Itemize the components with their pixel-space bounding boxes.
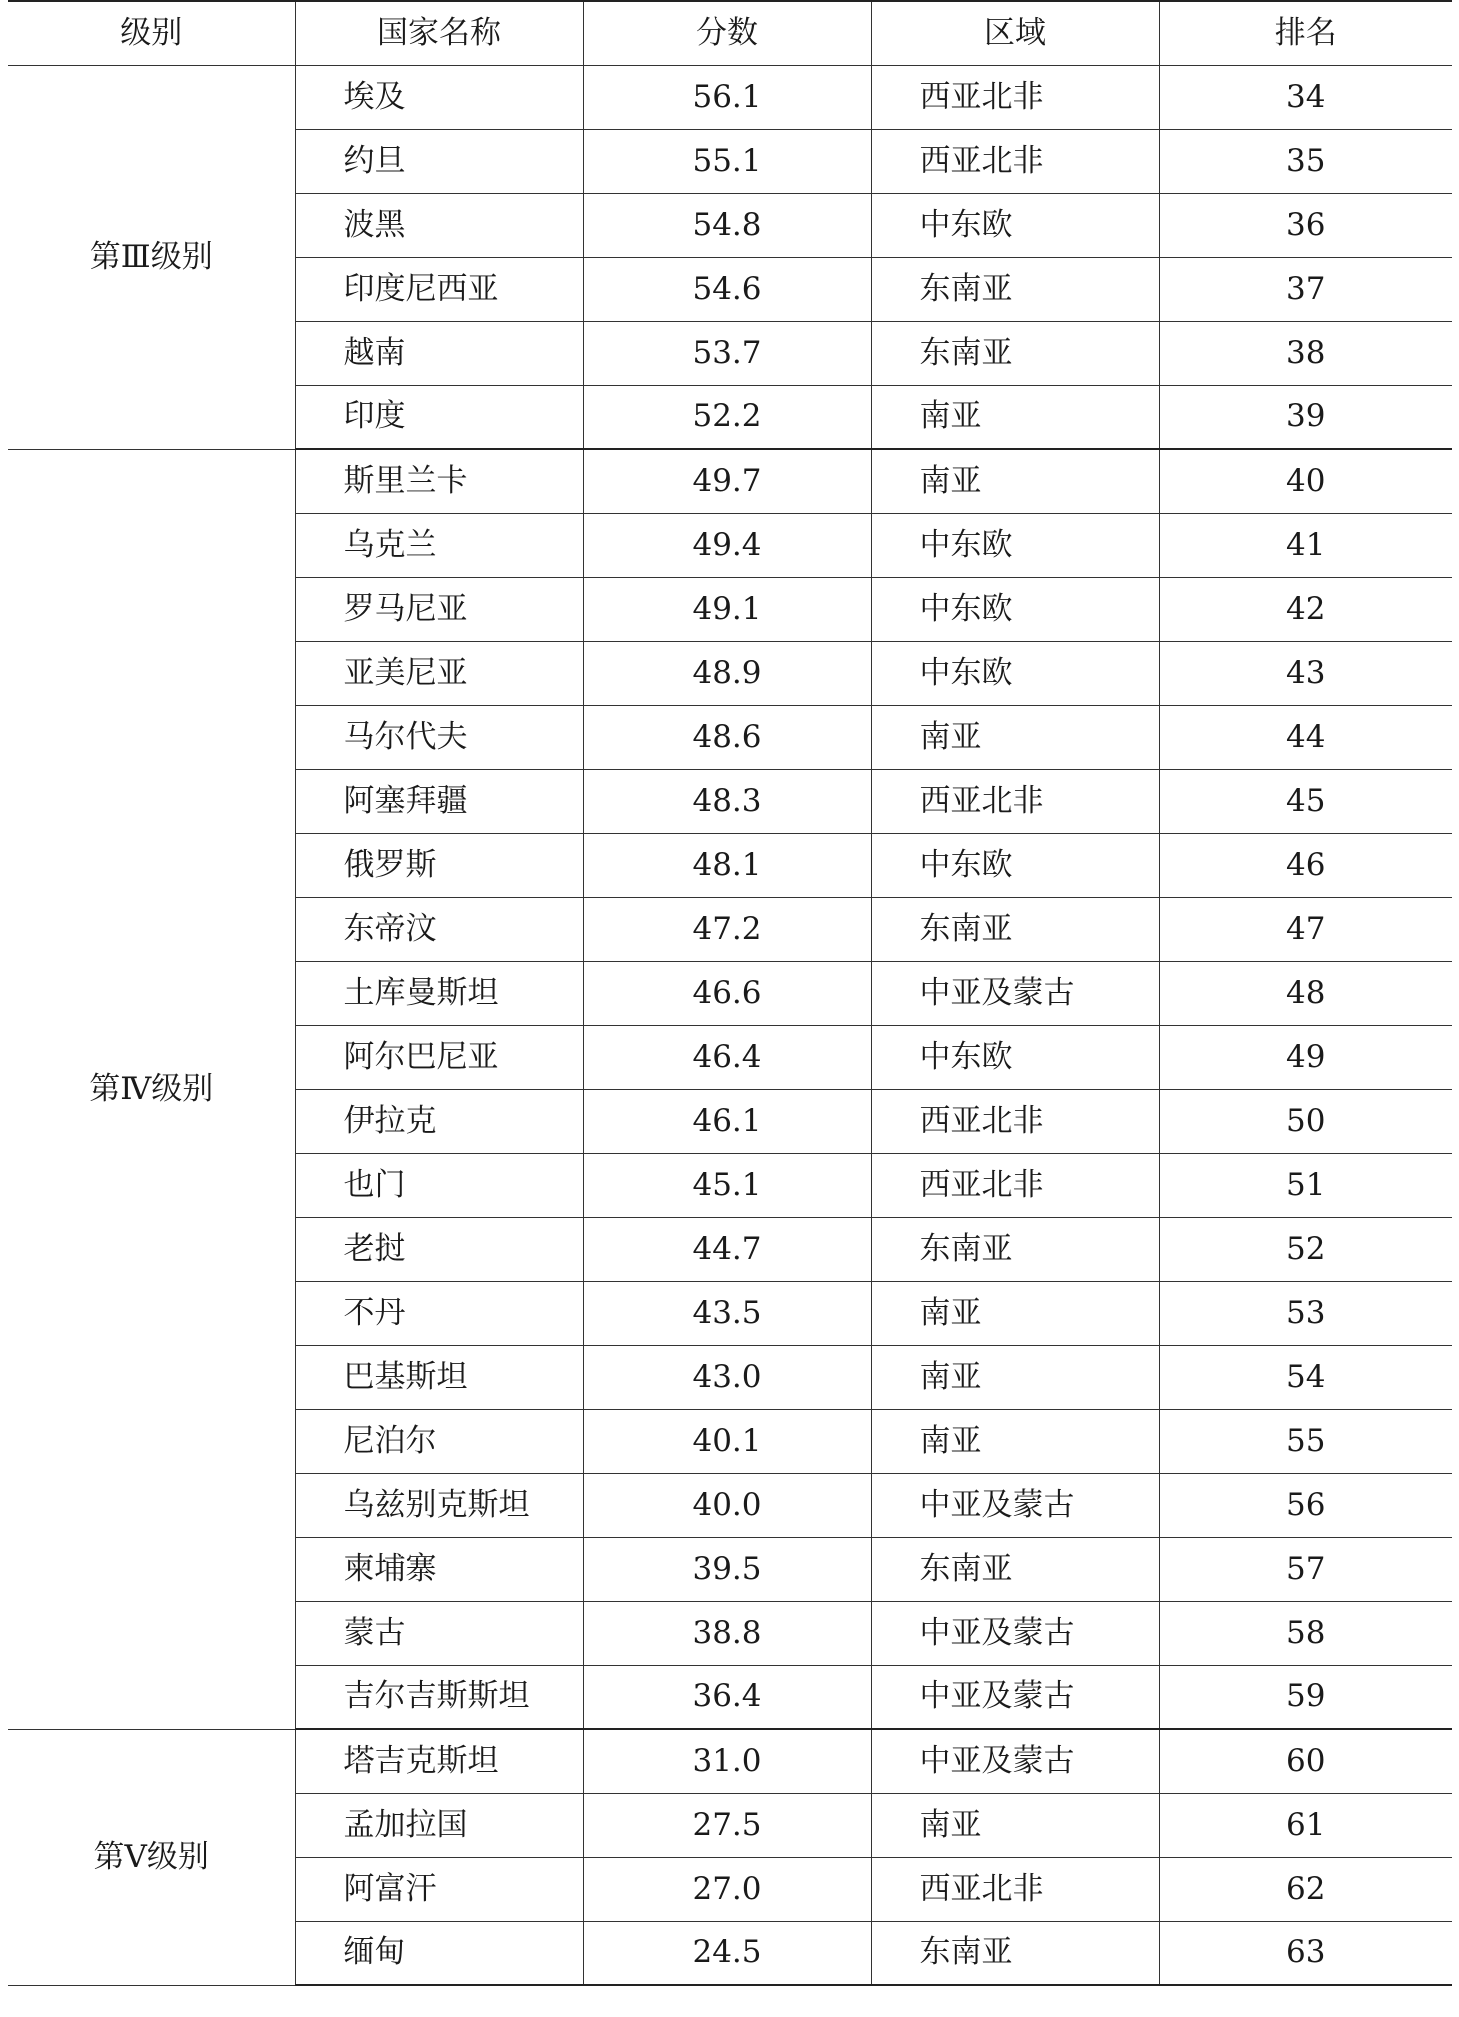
rank-cell: 55	[1159, 1409, 1452, 1473]
region-cell: 西亚北非	[871, 1153, 1159, 1217]
score-cell: 24.5	[583, 1921, 871, 1985]
score-cell: 27.0	[583, 1857, 871, 1921]
country-cell: 亚美尼亚	[295, 641, 583, 705]
region-cell: 西亚北非	[871, 1857, 1159, 1921]
region-cell: 中东欧	[871, 1025, 1159, 1089]
region-cell: 南亚	[871, 1345, 1159, 1409]
score-cell: 31.0	[583, 1729, 871, 1793]
region-cell: 南亚	[871, 385, 1159, 449]
rank-cell: 40	[1159, 449, 1452, 513]
score-cell: 27.5	[583, 1793, 871, 1857]
score-cell: 48.6	[583, 705, 871, 769]
level-cell: 第Ⅳ级别	[8, 449, 295, 1729]
region-cell: 南亚	[871, 449, 1159, 513]
score-cell: 52.2	[583, 385, 871, 449]
country-cell: 缅甸	[295, 1921, 583, 1985]
table-row	[8, 65, 1452, 129]
country-cell: 吉尔吉斯斯坦	[295, 1665, 583, 1729]
rank-cell: 54	[1159, 1345, 1452, 1409]
country-cell: 印度尼西亚	[295, 257, 583, 321]
country-cell: 老挝	[295, 1217, 583, 1281]
score-cell: 46.6	[583, 961, 871, 1025]
rank-cell: 58	[1159, 1601, 1452, 1665]
country-cell: 也门	[295, 1153, 583, 1217]
country-cell: 阿富汗	[295, 1857, 583, 1921]
country-cell: 约旦	[295, 129, 583, 193]
country-cell: 乌克兰	[295, 513, 583, 577]
score-cell: 47.2	[583, 897, 871, 961]
rank-cell: 43	[1159, 641, 1452, 705]
table-header	[8, 1, 1452, 65]
rank-cell: 48	[1159, 961, 1452, 1025]
level-cell: 第Ⅲ级别	[8, 65, 295, 449]
rank-cell: 35	[1159, 129, 1452, 193]
rank-cell: 56	[1159, 1473, 1452, 1537]
region-cell: 南亚	[871, 1281, 1159, 1345]
score-cell: 54.6	[583, 257, 871, 321]
region-cell: 中东欧	[871, 193, 1159, 257]
region-cell: 中亚及蒙古	[871, 1665, 1159, 1729]
country-cell: 柬埔寨	[295, 1537, 583, 1601]
country-cell: 斯里兰卡	[295, 449, 583, 513]
rank-cell: 44	[1159, 705, 1452, 769]
rank-cell: 47	[1159, 897, 1452, 961]
country-cell: 尼泊尔	[295, 1409, 583, 1473]
country-cell: 孟加拉国	[295, 1793, 583, 1857]
region-cell: 南亚	[871, 705, 1159, 769]
score-cell: 36.4	[583, 1665, 871, 1729]
country-cell: 印度	[295, 385, 583, 449]
header-rank: 排名	[1159, 1, 1452, 65]
region-cell: 东南亚	[871, 1537, 1159, 1601]
score-cell: 46.4	[583, 1025, 871, 1089]
rank-cell: 39	[1159, 385, 1452, 449]
table-body	[8, 65, 1452, 1985]
score-cell: 40.1	[583, 1409, 871, 1473]
score-cell: 43.5	[583, 1281, 871, 1345]
country-cell: 巴基斯坦	[295, 1345, 583, 1409]
header-score: 分数	[583, 1, 871, 65]
score-cell: 38.8	[583, 1601, 871, 1665]
country-cell: 土库曼斯坦	[295, 961, 583, 1025]
rank-cell: 57	[1159, 1537, 1452, 1601]
score-cell: 44.7	[583, 1217, 871, 1281]
score-cell: 46.1	[583, 1089, 871, 1153]
region-cell: 南亚	[871, 1793, 1159, 1857]
score-cell: 45.1	[583, 1153, 871, 1217]
country-cell: 乌兹别克斯坦	[295, 1473, 583, 1537]
rank-cell: 51	[1159, 1153, 1452, 1217]
region-cell: 东南亚	[871, 1217, 1159, 1281]
country-cell: 罗马尼亚	[295, 577, 583, 641]
country-cell: 马尔代夫	[295, 705, 583, 769]
rank-cell: 61	[1159, 1793, 1452, 1857]
region-cell: 中东欧	[871, 577, 1159, 641]
score-cell: 54.8	[583, 193, 871, 257]
score-cell: 56.1	[583, 65, 871, 129]
region-cell: 中亚及蒙古	[871, 1601, 1159, 1665]
country-cell: 波黑	[295, 193, 583, 257]
rank-cell: 52	[1159, 1217, 1452, 1281]
score-cell: 48.3	[583, 769, 871, 833]
region-cell: 中东欧	[871, 833, 1159, 897]
score-cell: 49.4	[583, 513, 871, 577]
score-cell: 43.0	[583, 1345, 871, 1409]
header-country: 国家名称	[295, 1, 583, 65]
rank-cell: 60	[1159, 1729, 1452, 1793]
rank-cell: 36	[1159, 193, 1452, 257]
country-cell: 蒙古	[295, 1601, 583, 1665]
ranking-table	[8, 0, 1452, 1986]
region-cell: 东南亚	[871, 257, 1159, 321]
score-cell: 49.1	[583, 577, 871, 641]
table-row	[8, 449, 1452, 513]
region-cell: 中亚及蒙古	[871, 1729, 1159, 1793]
country-cell: 阿尔巴尼亚	[295, 1025, 583, 1089]
region-cell: 中亚及蒙古	[871, 1473, 1159, 1537]
score-cell: 53.7	[583, 321, 871, 385]
rank-cell: 62	[1159, 1857, 1452, 1921]
level-cell: 第Ⅴ级别	[8, 1729, 295, 1985]
region-cell: 南亚	[871, 1409, 1159, 1473]
rank-cell: 50	[1159, 1089, 1452, 1153]
rank-cell: 38	[1159, 321, 1452, 385]
rank-cell: 41	[1159, 513, 1452, 577]
region-cell: 西亚北非	[871, 65, 1159, 129]
country-cell: 不丹	[295, 1281, 583, 1345]
header-level: 级别	[8, 1, 295, 65]
country-cell: 塔吉克斯坦	[295, 1729, 583, 1793]
country-cell: 东帝汶	[295, 897, 583, 961]
rank-cell: 42	[1159, 577, 1452, 641]
score-cell: 48.1	[583, 833, 871, 897]
rank-cell: 53	[1159, 1281, 1452, 1345]
region-cell: 西亚北非	[871, 129, 1159, 193]
region-cell: 中东欧	[871, 641, 1159, 705]
score-cell: 40.0	[583, 1473, 871, 1537]
country-cell: 伊拉克	[295, 1089, 583, 1153]
country-cell: 越南	[295, 321, 583, 385]
rank-cell: 34	[1159, 65, 1452, 129]
country-cell: 阿塞拜疆	[295, 769, 583, 833]
rank-cell: 49	[1159, 1025, 1452, 1089]
region-cell: 东南亚	[871, 321, 1159, 385]
rank-cell: 46	[1159, 833, 1452, 897]
header-row	[8, 1, 1452, 65]
score-cell: 39.5	[583, 1537, 871, 1601]
region-cell: 东南亚	[871, 1921, 1159, 1985]
score-cell: 48.9	[583, 641, 871, 705]
region-cell: 西亚北非	[871, 1089, 1159, 1153]
country-cell: 埃及	[295, 65, 583, 129]
region-cell: 西亚北非	[871, 769, 1159, 833]
region-cell: 中亚及蒙古	[871, 961, 1159, 1025]
header-region: 区域	[871, 1, 1159, 65]
region-cell: 中东欧	[871, 513, 1159, 577]
rank-cell: 37	[1159, 257, 1452, 321]
table-row	[8, 1729, 1452, 1793]
rank-cell: 45	[1159, 769, 1452, 833]
score-cell: 55.1	[583, 129, 871, 193]
rank-cell: 59	[1159, 1665, 1452, 1729]
country-cell: 俄罗斯	[295, 833, 583, 897]
region-cell: 东南亚	[871, 897, 1159, 961]
score-cell: 49.7	[583, 449, 871, 513]
rank-cell: 63	[1159, 1921, 1452, 1985]
